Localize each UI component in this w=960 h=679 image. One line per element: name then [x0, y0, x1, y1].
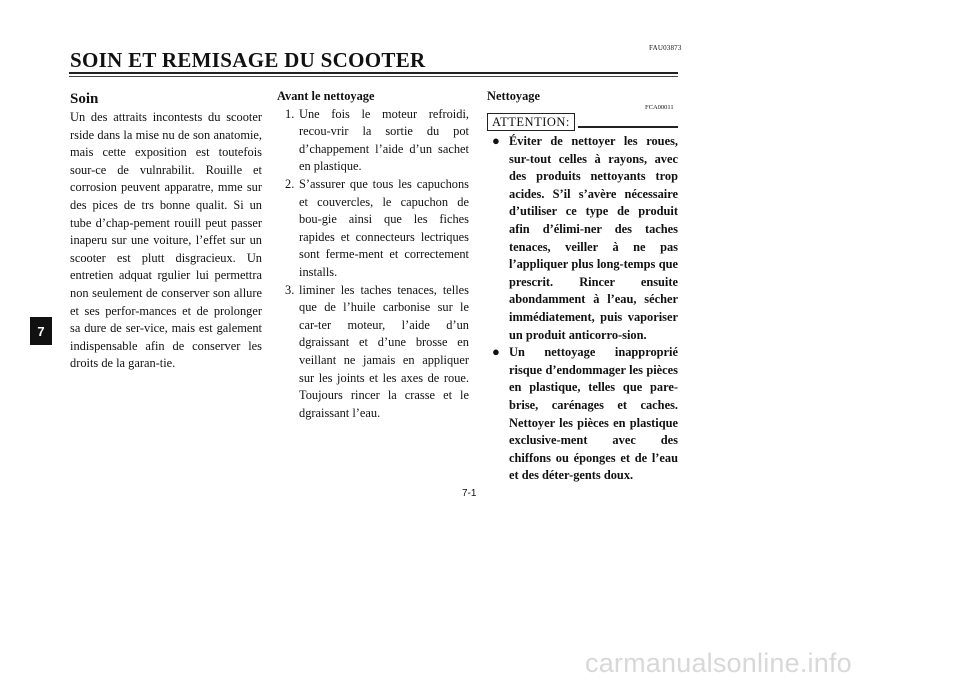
- document-code: FAU03873: [649, 44, 682, 52]
- list-item: [487, 344, 678, 485]
- step-number: 2.: [285, 176, 295, 191]
- list-item: [487, 133, 678, 344]
- bullet-icon: ●: [492, 133, 500, 148]
- attention-label: ATTENTION:: [487, 113, 575, 131]
- list-item: [277, 282, 469, 423]
- column-nettoyage: [487, 88, 678, 106]
- soin-paragraph: Un des attraits incontests du scooter rside dans la mise nu de son anatomie, mais cette exposition est toutefois sour-ce de vulnrabilit. Rouille et corrosion peuvent apparatre, mme sur des pices de trs bonne qualit. Si un tube d’chap-pement rouill peut passer inaperu sur une voiture, l’effet sur un scooter est plutt disgracieux. Un entretien adquat rgulier lui permettra non seulement de conserver son allure et ses perfor-mances et de prolonger sa dure de ser-vice, mais est galement indispensable afin de conserver les droits de la garan-tie.: [70, 110, 262, 371]
- column-avant-nettoyage: [277, 88, 469, 422]
- warning-block: [487, 133, 678, 485]
- step-number: 1.: [285, 106, 295, 121]
- section-heading-avant-nettoyage: Avant le nettoyage: [277, 89, 375, 103]
- title-rule-thin: [69, 76, 678, 77]
- chapter-tab: 7: [30, 317, 52, 345]
- step-number: 3.: [285, 282, 295, 297]
- section-heading-soin: Soin: [70, 91, 99, 107]
- bullet-icon: ●: [492, 344, 500, 360]
- list-item: [277, 176, 469, 282]
- attention-rule: [578, 126, 678, 128]
- caution-code: FCA00011: [645, 104, 674, 111]
- watermark: carmanualsonline.info: [585, 648, 852, 678]
- steps-list: [277, 106, 469, 423]
- page-title: SOIN ET REMISAGE DU SCOOTER: [70, 48, 426, 72]
- section-heading-nettoyage: Nettoyage: [487, 89, 540, 103]
- warning-list: [487, 133, 678, 485]
- warning-text: Éviter de nettoyer les roues, sur-tout celles à rayons, avec des produits nettoyants trop acides. S’il s’avère nécessaire d’utiliser ce type de produit afin d’élimi-ner des taches tenaces, veiller à ne pas l’appliquer plus long-temps que prescrit. Rincer ensuite abondamment à l’eau, sécher immédiatement, puis vaporiser un produit anticorro-sion.: [509, 134, 678, 342]
- list-item: [277, 106, 469, 176]
- page-number: 7-1: [462, 488, 477, 499]
- column-soin: [70, 90, 262, 373]
- step-text: liminer les taches tenaces, telles que de l’huile carbonise sur le car-ter moteur, l’aide d’un dgraissant et d’une brosse en veillant ne jamais en appliquer sur les joints et les axes de roue. Toujours rincer la crasse et le dgraissant l’eau.: [299, 282, 469, 420]
- step-text: Une fois le moteur refroidi, recou-vrir la sortie du pot d’chappement l’aide d’un sachet en plastique.: [299, 106, 469, 174]
- step-text: S’assurer que tous les capuchons et couvercles, le capuchon de bou-gie ainsi que les fiches rapides et connecteurs lectriques sont ferme-ment et correctement installs.: [299, 176, 469, 279]
- title-rule-thick: [69, 72, 678, 74]
- warning-text: Un nettoyage inapproprié risque d’endommager les pièces en plastique, telles que pare-brise, carénages et caches. Nettoyer les pièces en plastique exclusive-ment avec des chiffons ou éponges et de l’eau et des déter-gents doux.: [509, 345, 678, 483]
